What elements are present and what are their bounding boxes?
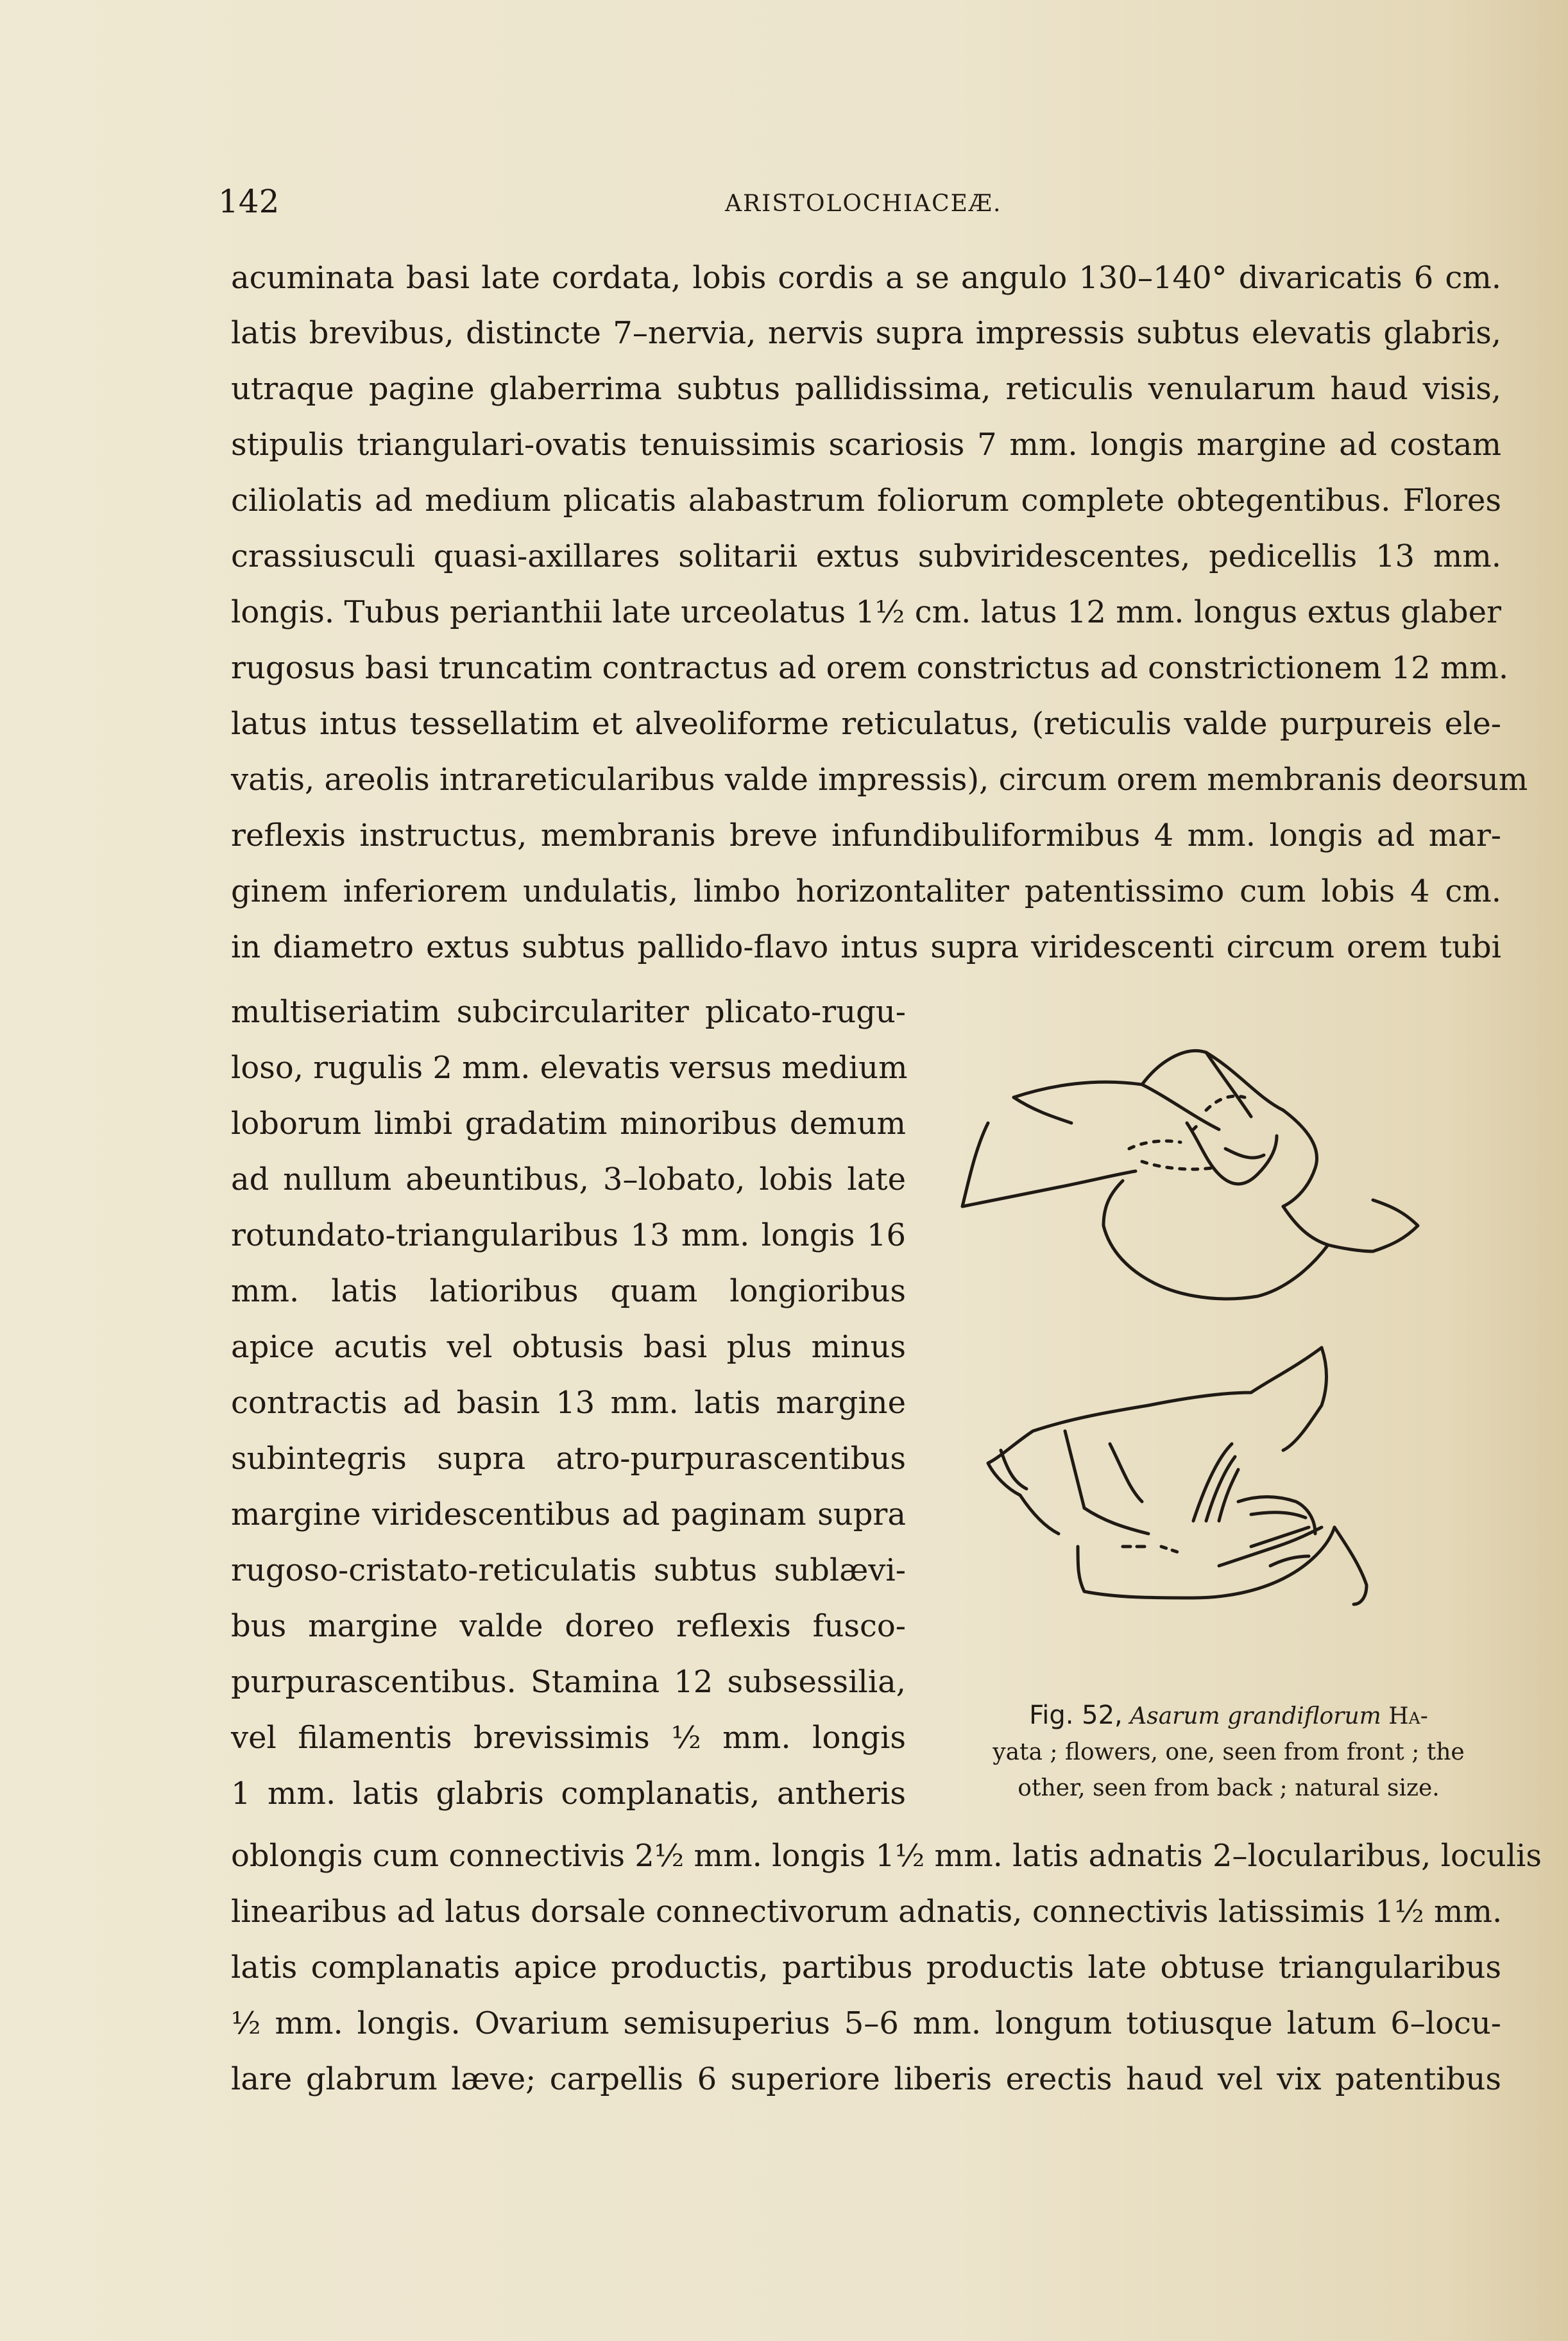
text-line: reflexis instructus, membranis breve infundibuliformibus 4 mm. longis ad mar- <box>231 818 1501 853</box>
flower-figure <box>950 1033 1508 1688</box>
text-line: loso, rugulis 2 mm. elevatis versus medium <box>231 1050 908 1086</box>
flower-illustration <box>950 1033 1508 1688</box>
text-line: latis complanatis apice productis, partibus productis late obtuse triangularibus <box>231 1950 1501 1985</box>
text-line: linearibus ad latus dorsale connectivorum adnatis, connectivis latissimis 1½ mm. <box>231 1894 1503 1930</box>
text-line: mm. latis latioribus quam longioribus <box>231 1273 906 1309</box>
text-line: rugoso-cristato-reticulatis subtus sublævi- <box>231 1552 906 1588</box>
text-line: ciliolatis ad medium plicatis alabastrum foliorum complete obtegentibus. Flores <box>231 483 1501 519</box>
caption-author-hyphenated: Ha- <box>1388 1703 1428 1729</box>
flower-back-view <box>988 1348 1367 1604</box>
text-line: ½ mm. longis. Ovarium semisuperius 5–6 mm. longum totiusque latum 6–locu- <box>231 2005 1501 2041</box>
text-line: oblongis cum connectivis 2½ mm. longis 1½ mm. latis adnatis 2–locularibus, loculis <box>231 1838 1542 1874</box>
text-line: margine viridescentibus ad paginam supra <box>231 1496 906 1532</box>
caption-line: yata ; flowers, one, seen from front ; the <box>993 1739 1465 1765</box>
text-line: loborum limbi gradatim minoribus demum <box>231 1106 906 1142</box>
text-line: purpurascentibus. Stamina 12 subsessilia, <box>231 1664 906 1700</box>
text-line: utraque pagine glaberrima subtus pallidissima, reticulis venularum haud visis, <box>231 371 1501 407</box>
figure-caption <box>950 1697 1508 1806</box>
text-line: crassiusculi quasi-axillares solitarii extus subviridescentes, pedicellis 13 mm. <box>231 538 1501 574</box>
page-number: 142 <box>218 183 280 220</box>
text-line: in diametro extus subtus pallido-flavo intus supra viridescenti circum orem tubi <box>231 929 1501 965</box>
text-line: latus intus tessellatim et alveoliforme reticulatus, (reticulis valde purpureis ele- <box>231 706 1501 742</box>
text-line: vel filamentis brevissimis ½ mm. longis <box>231 1720 906 1756</box>
text-line: longis. Tubus perianthii late urceolatus 1½ cm. latus 12 mm. longus extus glaber <box>231 594 1501 630</box>
flower-front-view <box>962 1050 1418 1298</box>
text-line: subintegris supra atro-purpurascentibus <box>231 1441 906 1477</box>
running-head: ARISTOLOCHIACEÆ. <box>725 191 1002 217</box>
text-line: acuminata basi late cordata, lobis cordis a se angulo 130–140° divaricatis 6 cm. <box>231 260 1501 296</box>
figure-label: Fig. 52, <box>1029 1701 1123 1730</box>
text-line: ad nullum abeuntibus, 3–lobato, lobis late <box>231 1162 906 1197</box>
text-line: rugosus basi truncatim contractus ad orem constrictus ad constrictionem 12 mm. <box>231 650 1509 686</box>
text-line: latis brevibus, distincte 7–nervia, nervis supra impressis subtus elevatis glabris, <box>231 315 1501 351</box>
caption-line <box>950 1697 1508 1735</box>
page-header <box>218 183 1501 228</box>
species-name: Asarum grandiflorum <box>1130 1703 1381 1729</box>
text-line: apice acutis vel obtusis basi plus minus <box>231 1329 906 1365</box>
text-line: ginem inferiorem undulatis, limbo horizontaliter patentissimo cum lobis 4 cm. <box>231 873 1501 909</box>
text-line: bus margine valde doreo reflexis fusco- <box>231 1608 906 1644</box>
caption-line: other, seen from back ; natural size. <box>1018 1775 1440 1801</box>
text-line: rotundato-triangularibus 13 mm. longis 16 <box>231 1217 906 1253</box>
text-line: stipulis triangulari-ovatis tenuissimis scariosis 7 mm. longis margine ad costam <box>231 427 1501 463</box>
text-line: lare glabrum læve; carpellis 6 superiore liberis erectis haud vel vix patentibus <box>231 2061 1501 2097</box>
text-line: multiseriatim subcirculariter plicato-rugu- <box>231 994 906 1030</box>
text-line: 1 mm. latis glabris complanatis, antheris <box>231 1776 906 1812</box>
text-line: vatis, areolis intrareticularibus valde impressis), circum orem membranis deorsum <box>231 762 1528 798</box>
text-line: contractis ad basin 13 mm. latis margine <box>231 1385 906 1421</box>
